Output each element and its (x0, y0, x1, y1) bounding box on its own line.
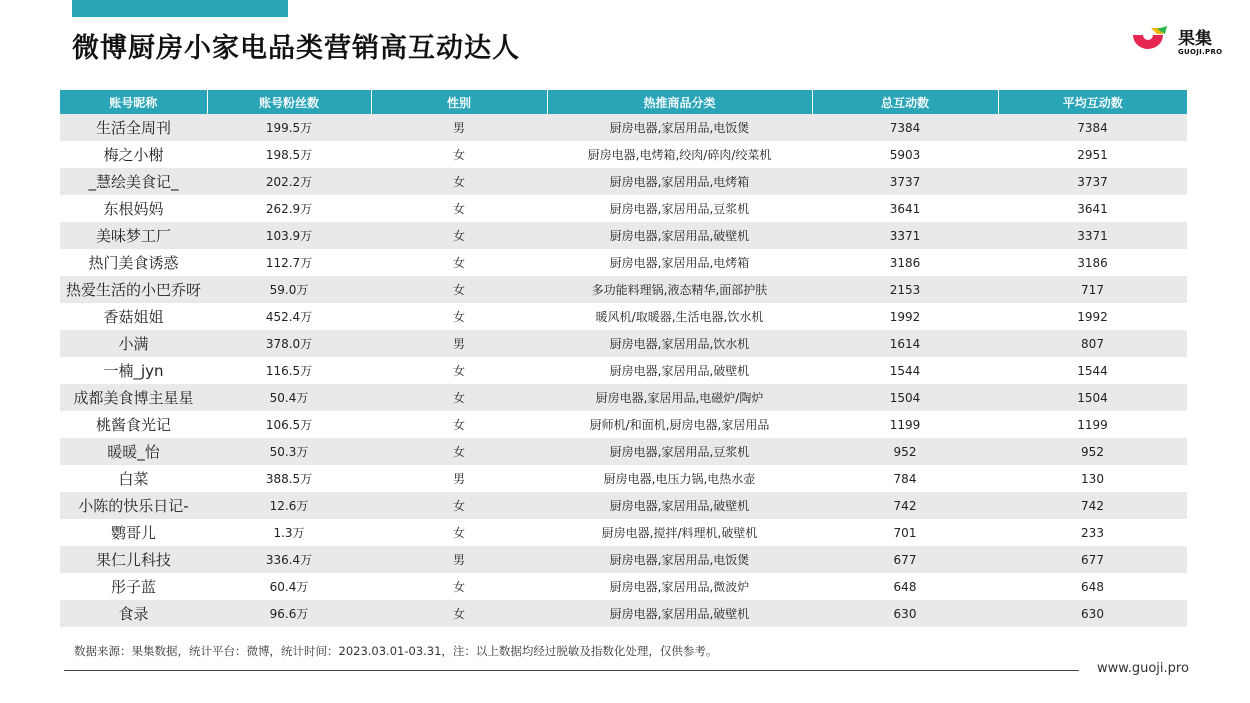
table-cell: 厨房电器,家居用品,饮水机 (547, 330, 812, 357)
table-cell: _慧绘美食记_ (60, 168, 207, 195)
table-cell: 厨房电器,家居用品,破壁机 (547, 600, 812, 627)
table-cell: 1544 (812, 357, 998, 384)
table-row (60, 546, 1187, 573)
table-cell: 一楠_jyn (60, 357, 207, 384)
table-cell: 116.5万 (207, 357, 371, 384)
table-cell: 784 (812, 465, 998, 492)
table-cell: 103.9万 (207, 222, 371, 249)
table-cell: 199.5万 (207, 114, 371, 141)
table-cell: 807 (998, 330, 1187, 357)
table-cell: 3737 (812, 168, 998, 195)
table-cell: 梅之小榭 (60, 141, 207, 168)
table-cell: 1504 (998, 384, 1187, 411)
table-cell: 男 (371, 114, 547, 141)
table-cell: 202.2万 (207, 168, 371, 195)
table-cell: 厨房电器,家居用品,豆浆机 (547, 438, 812, 465)
table-cell: 2153 (812, 276, 998, 303)
table-cell: 12.6万 (207, 492, 371, 519)
table-cell: 厨房电器,搅拌/料理机,破壁机 (547, 519, 812, 546)
table-cell: 成都美食博主星星 (60, 384, 207, 411)
table-cell: 1.3万 (207, 519, 371, 546)
table-cell: 果仁儿科技 (60, 546, 207, 573)
table-cell: 233 (998, 519, 1187, 546)
table-cell: 1504 (812, 384, 998, 411)
table-cell: 648 (998, 573, 1187, 600)
column-header: 总互动数 (812, 90, 998, 114)
table-cell: 厨房电器,家居用品,电磁炉/陶炉 (547, 384, 812, 411)
table-cell: 男 (371, 330, 547, 357)
table-row (60, 465, 1187, 492)
data-source-note: 数据来源：果集数据，统计平台：微博，统计时间：2023.03.01-03.31，注：以上数据均经过脱敏及指数化处理，仅供参考。 (74, 644, 718, 658)
table-cell: 厨房电器,家居用品,电饭煲 (547, 546, 812, 573)
table-cell: 2951 (998, 141, 1187, 168)
table-cell: 1199 (998, 411, 1187, 438)
table-cell: 106.5万 (207, 411, 371, 438)
influencer-table (60, 90, 1187, 627)
table-cell: 3641 (812, 195, 998, 222)
column-header: 热推商品分类 (547, 90, 812, 114)
table-row (60, 114, 1187, 141)
table-row (60, 519, 1187, 546)
table-cell: 厨房电器,电压力锅,电热水壶 (547, 465, 812, 492)
table-cell: 小陈的快乐日记- (60, 492, 207, 519)
table-cell: 952 (812, 438, 998, 465)
top-accent-bar (72, 0, 288, 17)
table-cell: 1544 (998, 357, 1187, 384)
table-cell: 厨房电器,家居用品,破壁机 (547, 357, 812, 384)
column-header: 账号粉丝数 (207, 90, 371, 114)
table-cell: 热爱生活的小巴乔呀 (60, 276, 207, 303)
table-cell: 336.4万 (207, 546, 371, 573)
table-row (60, 276, 1187, 303)
table-cell: 女 (371, 303, 547, 330)
website-url[interactable]: www.guoji.pro (1097, 661, 1189, 676)
table-cell: 桃酱食光记 (60, 411, 207, 438)
table-cell: 厨房电器,家居用品,破壁机 (547, 222, 812, 249)
brand-logo (1130, 22, 1223, 62)
table-cell: 女 (371, 438, 547, 465)
table-cell: 1992 (998, 303, 1187, 330)
table-cell: 1614 (812, 330, 998, 357)
table-cell: 食录 (60, 600, 207, 627)
table-row (60, 411, 1187, 438)
footer-divider (64, 670, 1079, 671)
table-cell: 女 (371, 519, 547, 546)
table-cell: 952 (998, 438, 1187, 465)
table-cell: 717 (998, 276, 1187, 303)
table-cell: 3186 (812, 249, 998, 276)
table-cell: 742 (998, 492, 1187, 519)
table-row (60, 195, 1187, 222)
table-cell: 648 (812, 573, 998, 600)
table-cell: 小满 (60, 330, 207, 357)
table-cell: 东根妈妈 (60, 195, 207, 222)
table-row (60, 249, 1187, 276)
column-header: 平均互动数 (998, 90, 1187, 114)
table-cell: 50.4万 (207, 384, 371, 411)
table-cell: 452.4万 (207, 303, 371, 330)
table-cell: 厨房电器,家居用品,电饭煲 (547, 114, 812, 141)
table-cell: 3371 (812, 222, 998, 249)
table-cell: 96.6万 (207, 600, 371, 627)
table-row (60, 141, 1187, 168)
table-cell: 3371 (998, 222, 1187, 249)
table-cell: 厨师机/和面机,厨房电器,家居用品 (547, 411, 812, 438)
table-cell: 677 (998, 546, 1187, 573)
table-cell: 男 (371, 546, 547, 573)
table-row (60, 600, 1187, 627)
table-cell: 112.7万 (207, 249, 371, 276)
table-cell: 3641 (998, 195, 1187, 222)
table-cell: 50.3万 (207, 438, 371, 465)
column-header: 性别 (371, 90, 547, 114)
table-cell: 59.0万 (207, 276, 371, 303)
table-cell: 多功能料理锅,液态精华,面部护肤 (547, 276, 812, 303)
table-cell: 262.9万 (207, 195, 371, 222)
table-cell: 3186 (998, 249, 1187, 276)
table-cell: 1992 (812, 303, 998, 330)
table-cell: 198.5万 (207, 141, 371, 168)
table-row (60, 357, 1187, 384)
table-cell: 130 (998, 465, 1187, 492)
table-cell: 厨房电器,家居用品,微波炉 (547, 573, 812, 600)
table-cell: 630 (998, 600, 1187, 627)
table-cell: 男 (371, 465, 547, 492)
table-cell: 鹦哥儿 (60, 519, 207, 546)
column-header: 账号昵称 (60, 90, 207, 114)
table-cell: 3737 (998, 168, 1187, 195)
table-cell: 5903 (812, 141, 998, 168)
table-row (60, 492, 1187, 519)
table-cell: 美味梦工厂 (60, 222, 207, 249)
table-row (60, 222, 1187, 249)
table-cell: 厨房电器,家居用品,电烤箱 (547, 249, 812, 276)
table-cell: 女 (371, 222, 547, 249)
table-cell: 7384 (998, 114, 1187, 141)
logo-subtitle: GUOJI.PRO (1178, 48, 1223, 56)
table-row (60, 303, 1187, 330)
table-row (60, 330, 1187, 357)
table-cell: 677 (812, 546, 998, 573)
table-cell: 742 (812, 492, 998, 519)
table-cell: 女 (371, 573, 547, 600)
table-cell: 女 (371, 411, 547, 438)
table-cell: 女 (371, 357, 547, 384)
table-cell: 厨房电器,家居用品,豆浆机 (547, 195, 812, 222)
table-cell: 香菇姐姐 (60, 303, 207, 330)
table-cell: 60.4万 (207, 573, 371, 600)
table-cell: 生活全周刊 (60, 114, 207, 141)
table-cell: 7384 (812, 114, 998, 141)
table-cell: 暖暖_怡 (60, 438, 207, 465)
table-cell: 女 (371, 168, 547, 195)
table-cell: 女 (371, 384, 547, 411)
table-row (60, 384, 1187, 411)
table-cell: 厨房电器,家居用品,电烤箱 (547, 168, 812, 195)
table-cell: 厨房电器,电烤箱,绞肉/碎肉/绞菜机 (547, 141, 812, 168)
table-cell: 女 (371, 249, 547, 276)
table-header-row (60, 90, 1187, 114)
table-cell: 女 (371, 195, 547, 222)
table-row (60, 168, 1187, 195)
table-cell: 1199 (812, 411, 998, 438)
table-cell: 378.0万 (207, 330, 371, 357)
page-title: 微博厨房小家电品类营销高互动达人 (72, 33, 520, 64)
table-cell: 女 (371, 141, 547, 168)
table-cell: 630 (812, 600, 998, 627)
table-cell: 白菜 (60, 465, 207, 492)
table-cell: 女 (371, 600, 547, 627)
table-cell: 厨房电器,家居用品,破壁机 (547, 492, 812, 519)
table-cell: 彤子蓝 (60, 573, 207, 600)
table-row (60, 573, 1187, 600)
table-cell: 388.5万 (207, 465, 371, 492)
table-cell: 女 (371, 492, 547, 519)
table-cell: 暖风机/取暖器,生活电器,饮水机 (547, 303, 812, 330)
logo-name: 果集 (1178, 29, 1212, 49)
table-row (60, 438, 1187, 465)
table-cell: 热门美食诱惑 (60, 249, 207, 276)
table-cell: 女 (371, 276, 547, 303)
guoji-logo-icon (1130, 26, 1170, 56)
table-cell: 701 (812, 519, 998, 546)
